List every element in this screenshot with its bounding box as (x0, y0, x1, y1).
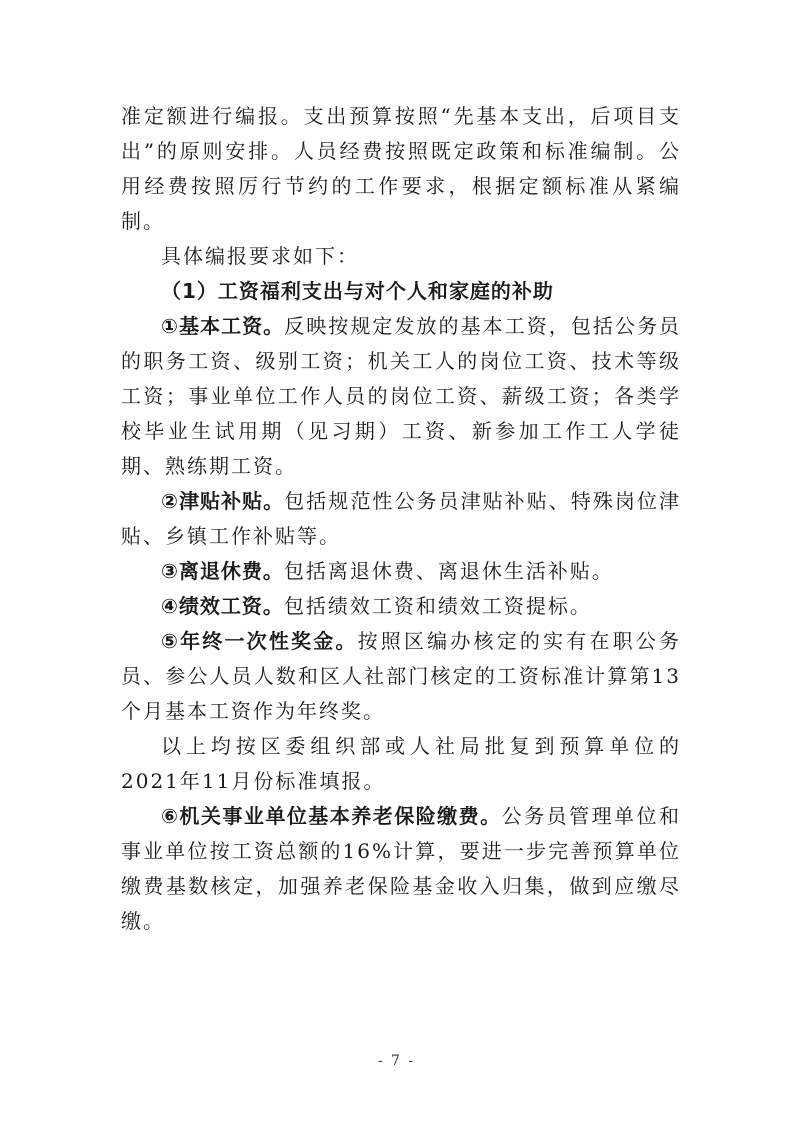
paragraph-requirements-intro (121, 239, 681, 274)
paragraph-text: 包括规范性公务员津贴补贴、特殊岗位津贴、乡镇工作补贴等。 (121, 489, 682, 548)
paragraph-performance-pay (121, 589, 681, 624)
paragraph-pension-insurance (121, 799, 681, 939)
section-heading: （1）工资福利支出与对个人和家庭的补助 (161, 279, 554, 303)
paragraph-lead: ⑥机关事业单位基本养老保险缴费。 (161, 804, 502, 828)
paragraph-lead: ③离退休费。 (161, 559, 284, 583)
paragraph-text: 按照区编办核定的实有在职公务员、参公人员人数和区人社部门核定的工资标准计算第13个月基本工资作为年终奖。 (121, 629, 682, 723)
paragraph-lead: ⑤年终一次性奖金。 (161, 629, 358, 653)
paragraph-text: 具体编报要求如下： (161, 244, 359, 268)
paragraph-text: 准定额进行编报。支出预算按照“先基本支出，后项目支出”的原则安排。人员经费按照既定政策和标准编制。公用经费按照厉行节约的工作要求，根据定额标准从紧编制。 (121, 104, 681, 233)
paragraph-lead: ②津贴补贴。 (161, 489, 285, 513)
paragraph-text: 包括绩效工资和绩效工资提标。 (283, 594, 592, 618)
paragraph-text: 包括离退休费、离退休生活补贴。 (283, 559, 614, 583)
paragraph-text: 反映按规定发放的基本工资，包括公务员的职务工资、级别工资；机关工人的岗位工资、技术等级工资；事业单位工作人员的岗位工资、薪级工资；各类学校毕业生试用期（见习期）工资、新参加工作工人学徒期、熟练期工资。 (121, 314, 682, 478)
body-text (121, 99, 681, 939)
paragraph-lead: ①基本工资。 (161, 314, 285, 338)
paragraph-text: 公务员管理单位和事业单位按工资总额的16%计算，要进一步完善预算单位缴费基数核定，加强养老保险基金收入归集，做到应缴尽缴。 (121, 804, 682, 933)
paragraph-allowances (121, 484, 681, 554)
paragraph-text: 以上均按区委组织部或人社局批复到预算单位的2021年11月份标准填报。 (121, 734, 681, 793)
paragraph-retirement (121, 554, 681, 589)
paragraph-standard-note (121, 729, 681, 799)
page-number: - 7 - (377, 1053, 416, 1069)
paragraph-year-end-bonus (121, 624, 681, 729)
paragraph-lead: ④绩效工资。 (161, 594, 284, 618)
paragraph-basic-salary (121, 309, 681, 484)
paragraph-continuation (121, 99, 681, 239)
